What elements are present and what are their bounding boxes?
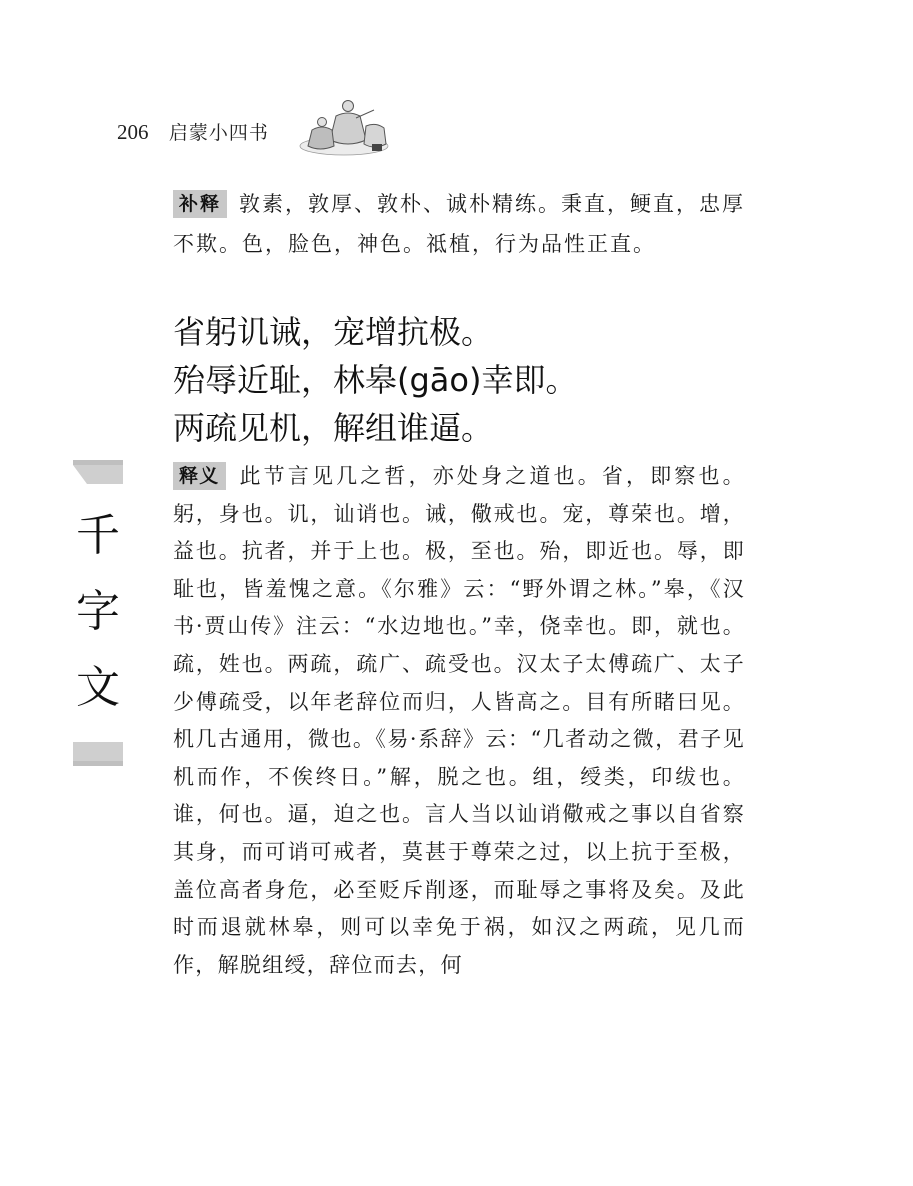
side-title-char: 千 [76, 510, 120, 561]
side-section-title [73, 460, 123, 766]
verse-line: 两疏见机，解组谁逼。 [173, 409, 494, 447]
explanation-paragraph [173, 458, 745, 984]
side-title-char: 文 [76, 662, 120, 713]
explanation-text: 此节言见几之哲，亦处身之道也。省，即察也。躬，身也。讥，讪诮也。诫，儆戒也。宠，尊荣也。增，益也。抗者，并于上也。极，至也。殆，即近也。辱，即耻也，皆羞愧之意。《尔雅》云：“野外谓之林。”皋，《汉书·贾山传》注云：“水边地也。”幸，侥幸也。即，就也。疏，姓也。两疏，疏广、疏受也。汉太子太傅疏广、太子少傅疏受，以年老辞位而归，人皆高之。目有所睹曰见。机几古通用，微也。《易·系辞》云：“几者动之微，君子见机而作，不俟终日。”解，脱之也。组，绶类，印绂也。谁，何也。逼，迫之也。言人当以讪诮儆戒之事以自省察其身，而可诮可戒者，莫甚于尊荣之过，以上抗于至极，盖位高者身危，必至贬斥削逐，而耻辱之事将及矣。及此时而退就林皋，则可以幸免于祸，如汉之两疏，见几而作，解脱组绶，辞位而去，何 [173, 464, 745, 977]
verse-block [173, 308, 753, 452]
page-number: 206 [117, 120, 149, 144]
supplement-text: 敦素，敦厚、敦朴、诚朴精练。秉直，鲠直，忠厚不欺。色，脸色，神色。祗植，行为品性正直。 [173, 192, 746, 256]
bracket-top-icon [73, 460, 123, 486]
book-title: 启蒙小四书 [168, 122, 269, 144]
supplement-label: 补释 [173, 190, 227, 218]
verse-line: 殆辱近耻，林皋(gāo)幸即。 [173, 361, 578, 399]
side-title-char: 字 [76, 586, 120, 637]
scholars-illustration-icon [296, 96, 392, 158]
bracket-bottom-icon [73, 740, 123, 766]
verse-line: 省躬讥诫，宠增抗极。 [173, 313, 494, 351]
supplement-annotation [173, 184, 745, 264]
explanation-label: 释义 [173, 462, 226, 490]
running-header [117, 118, 269, 145]
